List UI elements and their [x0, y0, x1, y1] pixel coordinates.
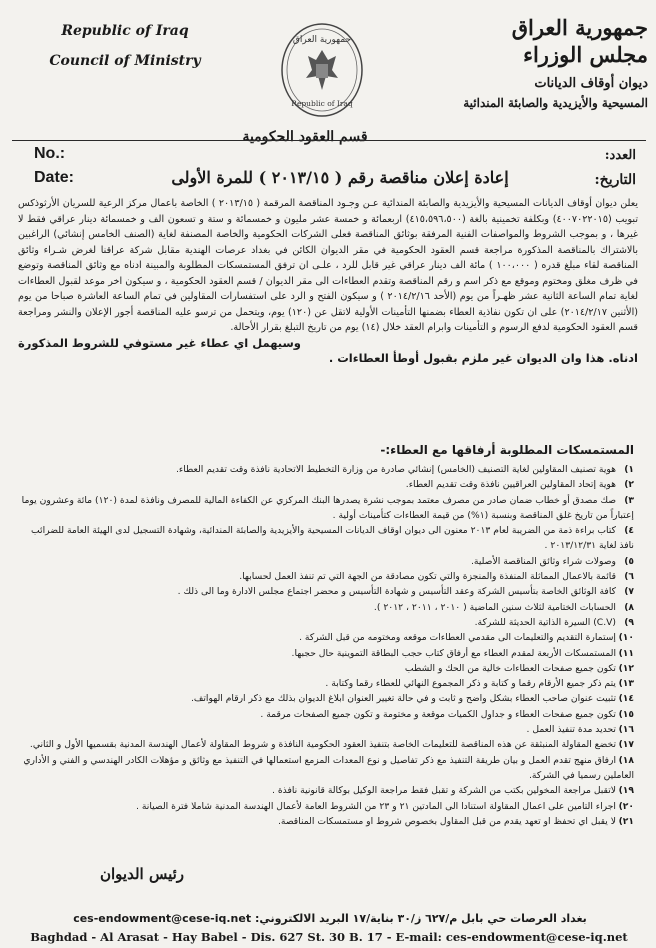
requirement-number: ١٠): [618, 632, 634, 644]
announcement-body: [18, 196, 638, 367]
requirement-text: الحسابات الختامية لثلاث سنين الماضية ( ٢٠١٠ ، ٢٠١١ ، ٢٠١٢ ).: [373, 601, 616, 613]
requirement-text: يتم ذكر جميع الأرقام رقما و كتابة و ذكر المجموع النهائي للعطاء رقما وكتابة .: [325, 678, 616, 690]
requirement-text: وصولات شراء وثائق المناقصة الأصلية.: [471, 555, 616, 567]
requirement-number: ٤): [624, 525, 634, 537]
requirement-item: [18, 600, 638, 615]
requirement-number: ١٤): [618, 693, 634, 705]
requirement-text: اجراء التامين على اعمال المقاولة استنادا الى المادتين ٢١ و ٢٣ من الشروط العامة لأعمال الهندسة المدنية شاملا فترة الصيانة .: [136, 800, 616, 812]
intro-paragraph: يعلن ديوان أوقاف الديانات المسيحية والأيزيدية والصابئة المندائية عـن وجـود المناقصة المرقمة ( ٢٠١٣/١٥ ) الخاصة باعمال مركز الرعية للسريان الأرثوذكس تبويب (٤٠٠٧٠٢٢٠١٥) وبكلفة تخمينية بالغة (٤١٥،٥٩٦،٥٠٠) اربعمائة و خمسة عشر مليون و خمسمائة و ستة و تسعون الف و خمسمائة دينار عراقي فقط لا غيرها ، و بموجب الشروط والمواصفات الفنية المرفقة بوثائق المناقصة فعلى الشركات الحكومية والخاصة المصنفة لغاية (الصنف الخامس إنشائي) الراغبين بالاشتراك بالمناقصة المذكورة مراجعة قسم العقود الحكومية في مقر الديوان الكائن في بغداد عرصات الهندية مقابل شركة عراقنا لغرض شـراء وثائق المناقصة لقاء مبلغ قدره ( ١٠٠،٠٠٠ ) مائة الف دينار عراقي غير قابل للرد ، علـى ان ترفق المستمسكات المطلوبة والمبينة ادناه مع وثائق المناقصة وتوضع في ظرف مغلق ومختوم وموقع مع ذكر اسم و رقم المناقصة وتقدم العطاءات الى مقر الديوان / قسم العقود الحكومية ، و سيكون اخر موعد لقبول العطاءات لغاية تمام الساعة الثانية عشر ظهـراً من يوم (الأحد ٢٠١٤/٢/١٦ ) و سيكون الفتح و الرد على استفسارات المقاولين في تمام الساعة العاشرة صباحا من يوم (الأثنين ٢٠١٤/٢/١٧) على ان تكون نفاذية العطاء بضمنها التأمينات الأولية لاتقل عن (١٢٠) يوم، ويتحمل من ترسو عليه المناقصة أجور الإعلان والنشر ومراجعة قسم العقود الحكومية لدفع الرسوم و التأمينات وابرام العقد خلال (١٤) يوم من تاريخ التبلغ بقرار الأحالة.: [18, 198, 639, 333]
requirement-text: قائمة بالاعمال المماثلة المنفذة والمنجزة والتي تكون مصادقة من الجهة التي تم تنفذ العمل لحسابها.: [239, 571, 616, 583]
requirement-item: [18, 691, 638, 706]
requirement-text: (C.V) السيرة الذاتية الحديثة للشركة.: [474, 616, 616, 628]
requirement-text: تحديد مدة تنفيذ العمل .: [526, 724, 616, 736]
announcement-title: إعادة إعلان مناقصة رقم ( ٢٠١٣/١٥ ) للمرة الأولى: [171, 168, 509, 187]
iraq-emblem-seal: [278, 20, 366, 120]
requirements-list: [18, 462, 638, 829]
requirement-text: لاتقبل مراجعة المخولين بكتب من الشركة و تقبل فقط مراجعة الوكيل بوكالة قانونية نافذة .: [272, 785, 616, 797]
requirement-item: [18, 646, 638, 661]
requirement-number: ٣): [624, 494, 634, 506]
requirement-item: [18, 477, 638, 492]
requirement-item: [18, 630, 638, 645]
requirement-item: [18, 783, 638, 798]
emblem-icon: [278, 20, 366, 120]
requirement-item: [18, 722, 638, 737]
requirement-text: كافة الوثائق الخاصة بتأسيس الشركة وعقد التأسيس و شهادة التأسيس و محضر اجتماع مجلس الادارة وما الى ذلك .: [177, 586, 616, 598]
requirement-text: لا يقبل اي تحفظ او تعهد يقدم من قبل المقاول بخصوص شروط او مستمسكات المناقصة.: [277, 815, 616, 827]
intro-bold-note: ادناه. هذا وان الديوان غير ملزم بقبول أوطأ العطاءات .: [328, 351, 638, 365]
arabic-country: جمهورية العراق: [511, 15, 648, 40]
requirement-text: تثبيت عنوان صاحب العطاء بشكل واضح و ثابت و في حالة تغيير العنوان ابلاغ الديوان بذلك مع ذكر ارقام الهواتف.: [190, 693, 616, 705]
requirements-heading: المستمسكات المطلوبة أرفاقها مع العطاء:-: [380, 443, 634, 457]
requirement-text: ارفاق منهج تقدم العمل و بيان طريقة التنفيذ مع ذكر تفاصيل و نوع المعدات المزمع استعمالها في التنفيذ مع وثائق و مؤهلات الكادر الهندسي و الفني و الأداري العاملين رسميا في الشركة.: [23, 754, 634, 781]
requirement-number: ٩): [624, 616, 634, 628]
divider: [12, 140, 646, 141]
requirement-number: ٢): [624, 479, 634, 491]
number-label-ar: العدد:: [604, 148, 636, 163]
requirement-item: [18, 753, 638, 784]
requirement-number: ٢٠): [618, 800, 634, 812]
requirement-number: ١١): [618, 647, 634, 659]
requirement-item: [18, 737, 638, 752]
requirement-item: [18, 493, 638, 524]
requirement-text: تخضع المقاولة المنبثقة عن هذه المناقصة للتعليمات الخاصة بتنفيذ العقود الحكومية النافذة و شروط المقاولة لأعمال الهندسة المدنية بقسميها الأول و الثاني.: [29, 739, 616, 751]
english-letterhead: [40, 16, 210, 76]
requirement-item: [18, 707, 638, 722]
arabic-office-line2: المسيحية والأيزيدية والصابئة المندائية: [463, 96, 648, 110]
requirement-text: تكون جميع صفحات العطاء و جداول الكميات موقعة و مختومة و تكون جميع الصفحات مرقمة .: [260, 708, 616, 720]
number-label-en: No.:: [34, 145, 66, 162]
footer-address-ar: بغداد العرصات حي بابل م/٦٢٧ ز/٣٠ بناية/١٧ البريد الالكتروني: ces-endowment@cese-iq.net: [73, 912, 587, 925]
requirement-item: [18, 554, 638, 569]
requirement-item: [18, 615, 638, 630]
requirement-item: [18, 661, 638, 676]
requirement-number: ١٦): [618, 724, 634, 736]
department-name: قسم العقود الحكومية: [242, 129, 368, 145]
requirement-item: [18, 814, 638, 829]
requirement-number: ١٩): [618, 785, 634, 797]
requirement-number: ١٥): [618, 708, 634, 720]
footer-address-en: Baghdad - Al Arasat - Hay Babel - Dis. 627 St. 30 B. 17 - E-mail: ces-endowment@cese-iq.net: [30, 930, 628, 944]
requirement-number: ١٣): [618, 678, 634, 690]
requirement-item: [18, 462, 638, 477]
requirement-item: [18, 676, 638, 691]
requirement-text: إستمارة التقديم والتعليمات الى مقدمي العطاءات موقعه ومختومه من قبل الشركة .: [299, 632, 616, 644]
requirement-number: ١٧): [618, 739, 634, 751]
date-label-ar: التاريخ:: [594, 172, 636, 188]
seal-arabic-text: جمهورية العراق: [292, 35, 352, 45]
requirement-number: ٦): [624, 571, 634, 583]
signature-title: رئيس الديوان: [100, 865, 185, 883]
english-country: Republic of Iraq: [61, 23, 189, 39]
requirement-number: ١٢): [618, 662, 634, 674]
requirement-text: المستمسكات الأربعة لمقدم العطاء مع أرفاق كتاب حجب البطاقة التموينية حال حجبها.: [291, 647, 616, 659]
arabic-office: ديوان أوقاف الديانات: [534, 76, 648, 91]
english-council: Council of Ministry: [49, 53, 201, 69]
requirement-text: كتاب براءة ذمة من الضريبة لعام ٢٠١٣ معنون الى ديوان اوقاف الديانات المسيحية والأيزيدية والصابئة المندائية، وشهادة التسجيل لدى الهيئة العامة للضرائب نافذ لغاية ٢٠١٣/١٢/٣١ .: [31, 525, 634, 552]
requirement-text: صك مصدق أو خطاب ضمان صادر من مصرف معتمد بموجب نشرة يصدرها البنك المركزي عن الكفاءة المالية للمصرف ونافذة لمدة (١٢٠) مائة وعشرون يوما إعتباراً من تاريخ غلق المناقصة وبنسبة (١%) من قيمة العطاءات كتأمينات أولية .: [21, 494, 634, 521]
arabic-letterhead: [433, 14, 648, 112]
requirement-text: هوية إتحاد المقاولين العراقيين نافذة وقت تقديم العطاء.: [405, 479, 616, 491]
requirement-item: [18, 584, 638, 599]
requirement-item: [18, 799, 638, 814]
requirement-item: [18, 569, 638, 584]
requirement-text: تكون جميع صفحات العطاءات خالية من الحك و الشطب: [404, 662, 616, 674]
intro-bold-condition: وسيهمل اي عطاء غير مستوفي للشروط المذكورة: [18, 335, 301, 350]
requirement-number: ١٨): [618, 754, 634, 766]
date-label-en: Date:: [34, 169, 75, 186]
seal-english-text: Republic of Iraq: [291, 99, 353, 108]
requirement-item: [18, 523, 638, 554]
requirement-number: ٨): [624, 601, 634, 613]
requirement-number: ١): [624, 464, 634, 475]
requirement-text: هوية تصنيف المقاولين لغاية التصنيف (الخامس) إنشائي صادرة من وزارة التخطيط الاتحادية نافذة وقت تقديم العطاء.: [175, 464, 616, 475]
arabic-council: مجلس الوزراء: [523, 42, 648, 67]
requirement-number: ٥): [624, 555, 634, 567]
requirement-number: ٢١): [618, 815, 634, 827]
requirement-number: ٧): [624, 586, 634, 598]
